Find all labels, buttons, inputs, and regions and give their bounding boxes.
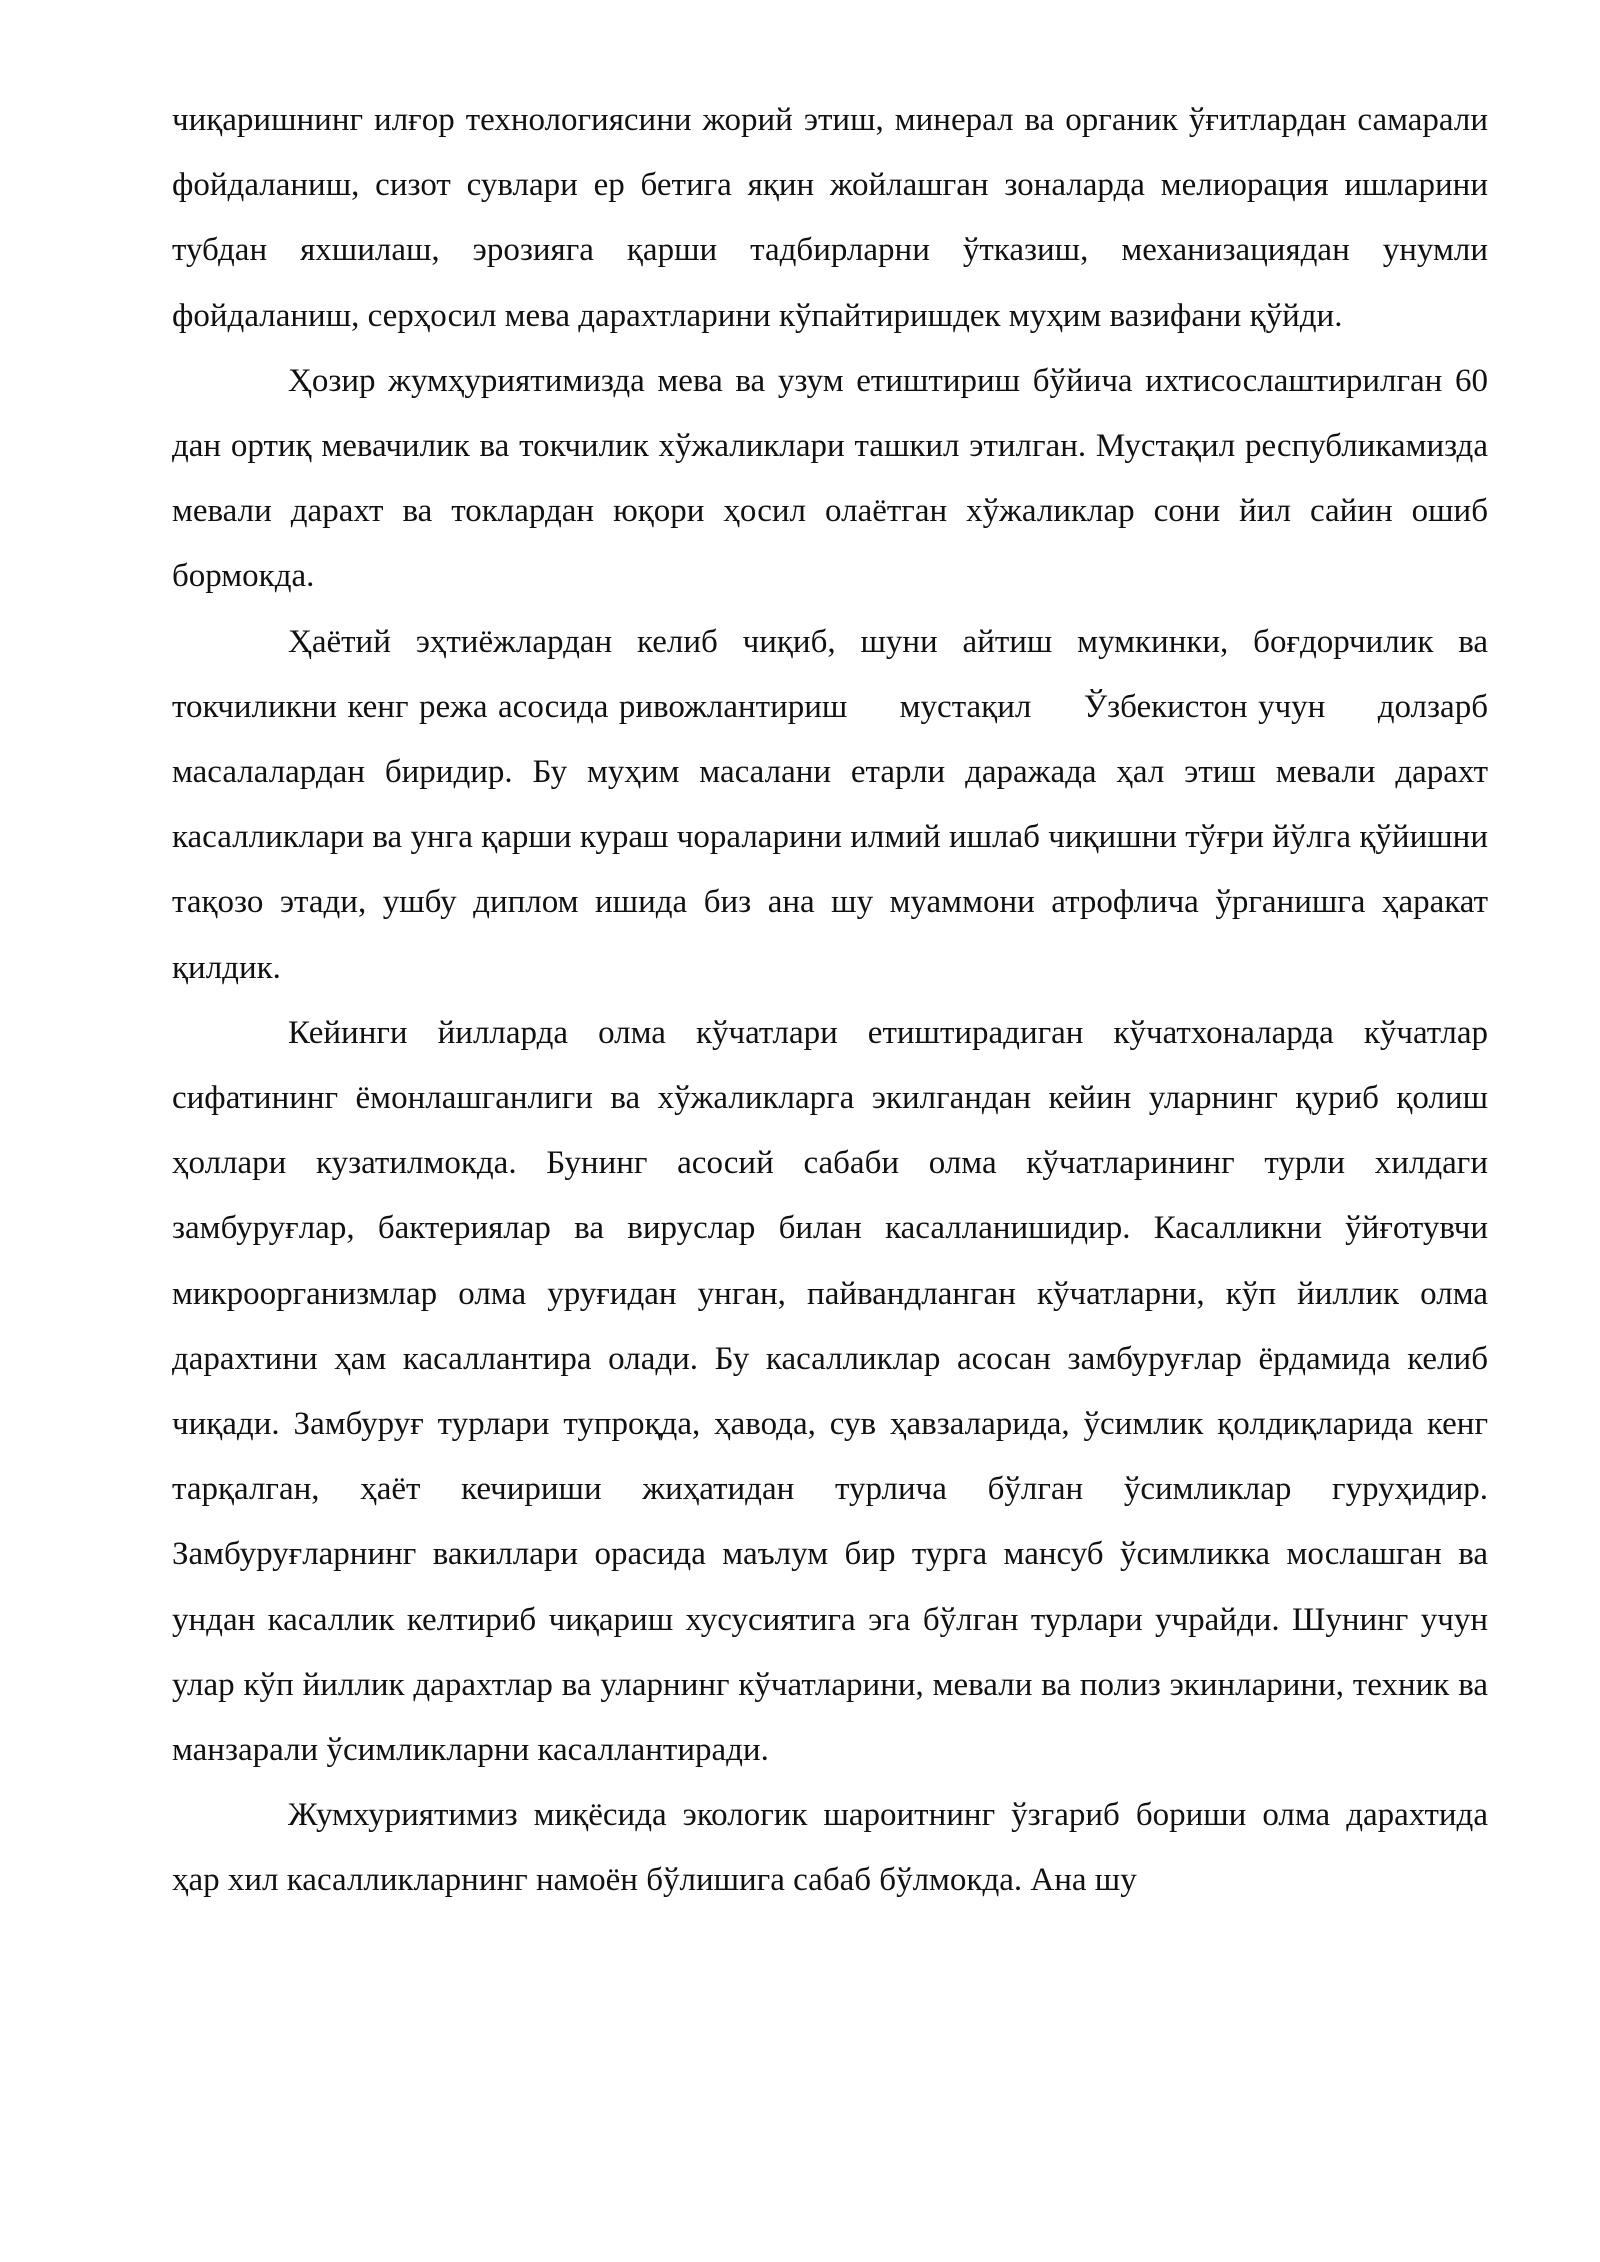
paragraph-1: чиқаришнинг илғор технологиясини жорий этиш, минерал ва органик ўғитлардан самарали фойдаланиш, сизот сувлари ер бетига яқин жойлашган зоналарда мелиорация ишларини тубдан яхшилаш, эрозияга қарши тадбирларни ўтказиш, механизациядан унумли фойдаланиш, серҳосил мева дарахтларини кўпайтиришдек муҳим вазифани қўйди.	[172, 102, 1488, 334]
document-page	[172, 88, 1497, 1914]
paragraph-5: Жумхуриятимиз миқёсида экологик шароитнинг ўзгариб бориши олма дарахтида ҳар хил касалликларнинг намоён бўлишига сабаб бўлмокда. Ана шу	[172, 1797, 1488, 1899]
paragraph-3: Ҳаётий эҳтиёжлардан келиб чиқиб, шуни айтиш мумкинки, боғдорчилик ва токчиликни кенг режа асосида ривожлантириш мустақил Ўзбекистон учун долзарб масалалардан биридир. Бу муҳим масалани етарли даражада ҳал этиш мевали дарахт касалликлари ва унга қарши кураш чораларини илмий ишлаб чиқишни тўғри йўлга қўйишни тақозо этади, ушбу диплом ишида биз ана шу муаммони атрофлича ўрганишга ҳаракат қилдик.	[172, 623, 1497, 986]
paragraph-4: Кейинги йилларда олма кўчатлари етиштирадиган кўчатхоналарда кўчатлар сифатининг ёмонлашганлиги ва хўжаликларга экилгандан кейин уларнинг қуриб қолиш ҳоллари кузатилмокда. Бунинг асосий сабаби олма кўчатларининг турли хилдаги замбуруғлар, бактериялар ва вируслар билан касалланишидир. Касалликни ўйғотувчи микроорганизмлар олма уруғидан унган, пайвандланган кўчатларни, кўп йиллик олма дарахтини ҳам касаллантира олади. Бу касалликлар асосан замбуруғлар ёрдамида келиб чиқади. Замбуруғ турлари тупроқда, ҳавода, сув ҳавзаларида, ўсимлик қолдиқларида кенг тарқалган, ҳаёт кечириши жиҳатидан турлича бўлган ўсимликлар гуруҳидир. Замбуруғларнинг вакиллари орасида маълум бир турга мансуб ўсимликка мослашган ва ундан касаллик келтириб чиқариш хусусиятига эга бўлган турлари учрайди. Шунинг учун улар кўп йиллик дарахтлар ва уларнинг кўчатларини, мевали ва полиз экинларини, техник ва манзарали ўсимликларни касаллантиради.	[172, 1014, 1488, 1769]
paragraph-2: Ҳозир жумҳуриятимизда мева ва узум етиштириш бўйича ихтисослаштирилган 60 дан ортиқ мевачилик ва токчилик хўжаликлари ташкил этилган. Мустақил республикамизда мевали дарахт ва токлардан юқори ҳосил олаётган хўжаликлар сони йил сайин ошиб бормокда.	[172, 362, 1488, 595]
